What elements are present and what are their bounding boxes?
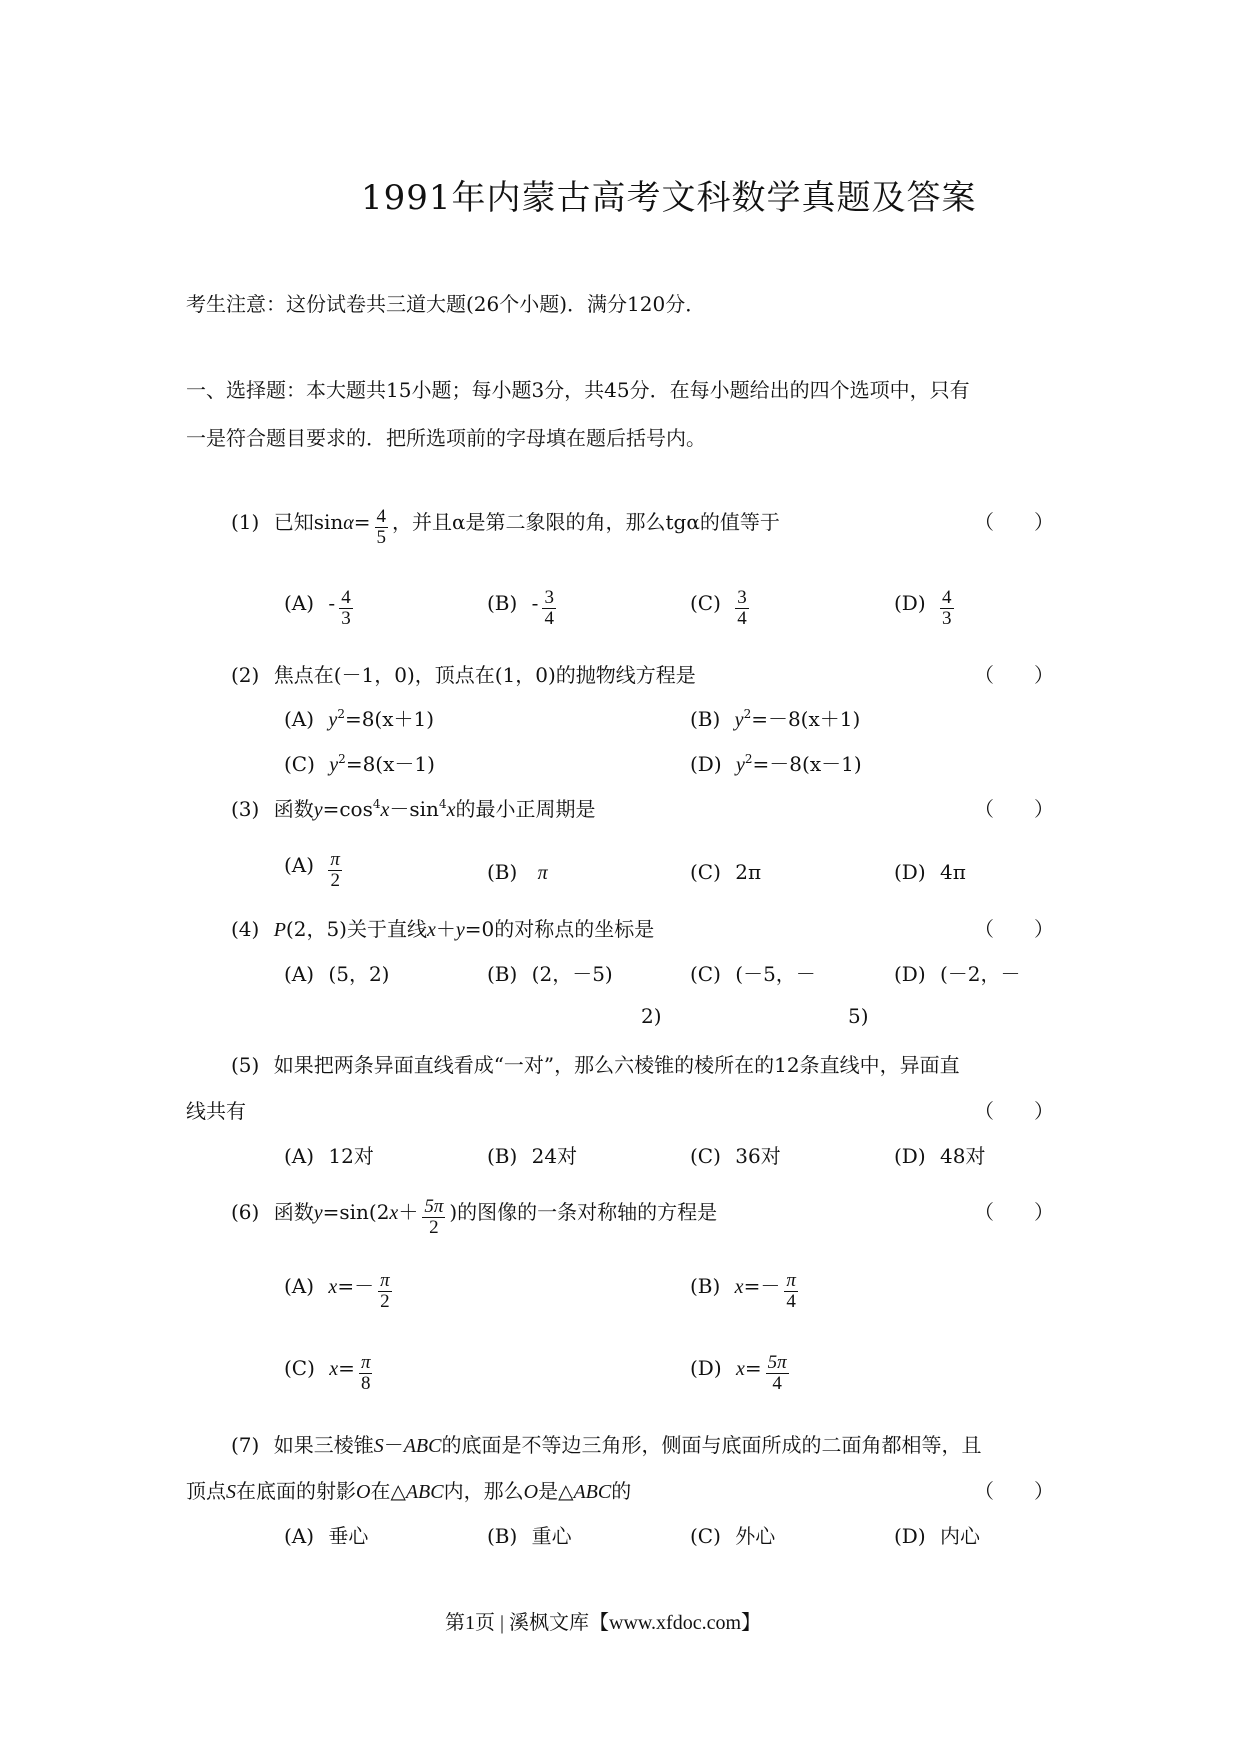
option-text: π xyxy=(537,862,548,884)
answer-blank[interactable]: （ ） xyxy=(974,797,1054,821)
question-text: =cos xyxy=(322,797,373,821)
option-text: (－2，－ xyxy=(940,962,1021,986)
exponent: 2 xyxy=(743,707,752,721)
fraction-numerator: π xyxy=(360,1352,371,1373)
var-y: y xyxy=(736,754,745,776)
fraction xyxy=(375,507,389,548)
exponent: 4 xyxy=(438,797,447,811)
option-q6-b[interactable] xyxy=(690,1270,802,1312)
option-label: (D) xyxy=(894,1524,926,1548)
question-5 xyxy=(231,1049,960,1078)
question-number: (5) xyxy=(231,1053,260,1077)
option-text: (－5，－ xyxy=(735,962,816,986)
option-label: (D) xyxy=(894,860,926,884)
section-heading-line2: 一是符合题目要求的．把所选项前的字母填在题后括号内。 xyxy=(186,426,706,450)
question-number: (6) xyxy=(231,1200,260,1224)
var-o: O xyxy=(523,1481,539,1503)
option-text: 内心 xyxy=(940,1524,980,1548)
fraction xyxy=(378,1271,392,1312)
option-q4-b[interactable] xyxy=(487,958,613,987)
question-2 xyxy=(231,659,696,688)
question-text: 顶点 xyxy=(186,1479,226,1503)
option-q6-c[interactable] xyxy=(284,1353,376,1394)
fraction-numerator: π xyxy=(380,1270,390,1292)
question-text: (2，5)关于直线 xyxy=(285,917,427,941)
fraction-numerator: π xyxy=(786,1270,796,1292)
answer-blank[interactable]: （ ） xyxy=(974,1200,1054,1224)
fraction-numerator: 3 xyxy=(737,587,747,608)
question-number: (2) xyxy=(231,663,260,687)
question-number: (1) xyxy=(231,510,260,534)
option-q1-d[interactable] xyxy=(894,588,958,629)
question-text: －sin xyxy=(389,797,439,821)
fraction-numerator: 3 xyxy=(544,587,554,608)
var-abc: ABC xyxy=(573,1481,612,1503)
option-q2-b[interactable] xyxy=(690,703,860,732)
option-q7-b[interactable] xyxy=(487,1520,572,1549)
var-o: O xyxy=(356,1481,371,1503)
option-q4-c[interactable] xyxy=(690,958,816,987)
fraction-numerator: π xyxy=(330,849,340,870)
option-label: (A) xyxy=(284,962,315,986)
option-text: =－8(x－1) xyxy=(752,752,862,776)
question-text: =0的对称点的坐标是 xyxy=(464,917,655,941)
fraction-denominator: 4 xyxy=(544,607,554,629)
option-text: =－8(x＋1) xyxy=(751,707,861,731)
answer-blank[interactable]: （ ） xyxy=(974,917,1054,941)
var-y: y xyxy=(328,709,338,731)
var-abc: ABC xyxy=(405,1481,444,1503)
option-text: 重心 xyxy=(531,1524,572,1548)
answer-blank[interactable]: （ ） xyxy=(974,1099,1054,1123)
var-p: P xyxy=(273,919,286,941)
fraction-numerator: 5π xyxy=(767,1352,787,1373)
fraction-denominator: 4 xyxy=(786,1291,796,1312)
fraction-denominator: 3 xyxy=(942,607,952,629)
option-q6-d[interactable] xyxy=(690,1353,793,1394)
section-heading-line1: 一、选择题：本大题共15小题；每小题3分，共45分．在每小题给出的四个选项中，只有 xyxy=(186,378,970,402)
question-text: 是△ xyxy=(538,1479,574,1503)
option-text: =8(x＋1) xyxy=(344,707,435,731)
option-q2-c[interactable] xyxy=(284,748,435,777)
fraction-denominator: 3 xyxy=(341,607,351,629)
option-label: (C) xyxy=(690,590,721,615)
option-q5-a[interactable] xyxy=(284,1140,374,1169)
option-text: 2π xyxy=(735,860,762,884)
alpha-symbol: α xyxy=(343,512,354,534)
option-sign: - xyxy=(531,590,539,615)
var-x: x xyxy=(380,799,390,821)
page-title: 1991年内蒙古高考文科数学真题及答案 xyxy=(361,178,977,218)
option-label: (A) xyxy=(284,1524,315,1548)
option-label: (A) xyxy=(284,1274,315,1298)
option-label: (B) xyxy=(690,1274,721,1298)
option-q3-a[interactable] xyxy=(284,850,346,891)
answer-blank[interactable]: （ ） xyxy=(974,510,1054,534)
option-q2-a[interactable] xyxy=(284,703,434,732)
option-q4-d-wrap: 5) xyxy=(848,1004,869,1028)
option-label: (B) xyxy=(487,1144,518,1168)
question-text: 在底面的射影 xyxy=(236,1479,356,1503)
fraction-denominator: 4 xyxy=(737,607,747,629)
option-q3-b[interactable] xyxy=(487,860,548,885)
exam-notice: 考生注意：这份试卷共三道大题(26个小题)．满分120分． xyxy=(186,292,706,316)
option-label: (B) xyxy=(487,1524,518,1548)
exponent: 2 xyxy=(744,752,753,766)
option-q1-b[interactable] xyxy=(487,588,560,629)
fraction-numerator: 5π xyxy=(424,1196,444,1218)
fraction-denominator: 5 xyxy=(376,527,387,548)
fraction-denominator: 2 xyxy=(380,1291,390,1312)
option-label: (A) xyxy=(284,852,315,877)
exponent: 4 xyxy=(372,797,381,811)
question-text: ＋ xyxy=(398,1200,419,1224)
fraction-denominator: 2 xyxy=(429,1217,439,1238)
var-y: y xyxy=(329,754,339,776)
option-text: 48对 xyxy=(940,1144,986,1168)
question-text: 的底面是不等边三角形，侧面与底面所成的二面角都相等，且 xyxy=(441,1433,982,1457)
option-text: = xyxy=(744,1355,762,1380)
fraction xyxy=(940,588,954,629)
option-q6-a[interactable] xyxy=(284,1270,396,1312)
option-label: (D) xyxy=(690,752,722,776)
option-label: (C) xyxy=(690,1524,721,1548)
option-q3-c[interactable] xyxy=(690,860,761,884)
var-x: x xyxy=(446,799,456,821)
option-q3-d[interactable] xyxy=(894,860,966,884)
question-text: 如果把两条异面直线看成“一对”，那么六棱锥的棱所在的12条直线中，异面直 xyxy=(273,1053,960,1077)
option-text: 12对 xyxy=(328,1144,374,1168)
option-text: (2，－5) xyxy=(531,962,613,986)
option-text: 36对 xyxy=(735,1144,781,1168)
var-x: x xyxy=(389,1202,399,1224)
fraction xyxy=(359,1353,373,1394)
option-text: =－ xyxy=(743,1274,781,1298)
option-q5-c[interactable] xyxy=(690,1140,781,1169)
option-q1-c[interactable] xyxy=(690,588,753,629)
question-text: 内，那么 xyxy=(443,1479,524,1503)
question-text: )的图像的一条对称轴的方程是 xyxy=(449,1200,718,1224)
fraction-denominator: 4 xyxy=(772,1372,782,1394)
option-text: =8(x－1) xyxy=(345,752,435,776)
option-sign: - xyxy=(328,590,336,615)
question-1 xyxy=(231,506,780,548)
question-text: － xyxy=(383,1433,404,1457)
question-text: ＋ xyxy=(435,917,456,941)
answer-blank[interactable]: （ ） xyxy=(974,663,1054,687)
option-label: (C) xyxy=(690,962,721,986)
option-text: 垂心 xyxy=(328,1524,369,1548)
exponent: 2 xyxy=(337,707,345,721)
option-label: (B) xyxy=(487,590,518,615)
option-text: 4π xyxy=(940,860,966,884)
var-abc: ABC xyxy=(403,1435,442,1457)
option-label: (B) xyxy=(690,707,721,731)
fraction xyxy=(542,588,556,629)
option-label: (A) xyxy=(284,1144,315,1168)
question-6 xyxy=(231,1196,717,1238)
option-q1-a[interactable] xyxy=(284,588,357,629)
question-text: 如果三棱锥 xyxy=(273,1433,374,1457)
fraction-numerator: 4 xyxy=(942,587,952,608)
option-label: (C) xyxy=(284,752,315,776)
option-label: (D) xyxy=(894,590,926,615)
option-q7-d[interactable] xyxy=(894,1520,980,1549)
question-text: 焦点在(－1，0)，顶点在(1，0)的抛物线方程是 xyxy=(273,663,696,687)
option-label: (D) xyxy=(690,1355,722,1380)
page-footer: 第1页 | 溪枫文库【www.xfdoc.com】 xyxy=(445,1612,762,1634)
var-y: y xyxy=(313,1202,323,1224)
option-q5-d[interactable] xyxy=(894,1140,985,1169)
question-text: 在△ xyxy=(370,1479,406,1503)
option-q7-a[interactable] xyxy=(284,1520,368,1549)
question-7 xyxy=(231,1429,981,1458)
question-text: =sin(2 xyxy=(322,1200,390,1224)
question-5-line2: 线共有 xyxy=(186,1099,246,1123)
option-text: 24对 xyxy=(531,1144,578,1168)
option-label: (C) xyxy=(690,1144,721,1168)
option-label: (D) xyxy=(894,1144,926,1168)
answer-blank[interactable]: （ ） xyxy=(974,1479,1054,1503)
var-y: y xyxy=(313,799,323,821)
var-y: y xyxy=(734,709,744,731)
var-s: S xyxy=(226,1481,236,1503)
option-text: 外心 xyxy=(735,1524,776,1548)
fraction xyxy=(784,1271,798,1312)
question-4 xyxy=(231,913,654,942)
option-text: (5，2) xyxy=(328,962,390,986)
question-text: 函数 xyxy=(273,797,314,821)
option-label: (A) xyxy=(284,590,315,615)
question-text: 的最小正周期是 xyxy=(455,797,596,821)
var-x: x xyxy=(734,1276,744,1298)
fraction xyxy=(422,1197,445,1238)
exponent: 2 xyxy=(338,752,346,766)
option-q2-d[interactable] xyxy=(690,748,862,777)
var-x: x xyxy=(329,1357,339,1380)
var-x: x xyxy=(328,1276,338,1298)
option-q5-b[interactable] xyxy=(487,1140,577,1169)
question-number: (4) xyxy=(231,917,260,941)
option-label: (C) xyxy=(284,1355,315,1380)
fraction xyxy=(766,1353,789,1394)
question-text: 的 xyxy=(611,1479,632,1503)
question-number: (7) xyxy=(231,1433,260,1457)
fraction xyxy=(328,850,342,891)
option-q4-d[interactable] xyxy=(894,958,1021,987)
fraction-numerator: 4 xyxy=(341,587,351,608)
var-x: x xyxy=(426,919,436,941)
question-text: 已知sin xyxy=(273,510,344,534)
option-label: (B) xyxy=(487,962,518,986)
question-text: 函数 xyxy=(273,1200,314,1224)
fraction xyxy=(735,588,749,629)
option-text: =－ xyxy=(337,1274,375,1298)
fraction-denominator: 2 xyxy=(330,869,340,891)
option-label: (D) xyxy=(894,962,926,986)
var-y: y xyxy=(455,919,465,941)
option-q7-c[interactable] xyxy=(690,1520,775,1549)
fraction xyxy=(339,588,353,629)
equals: = xyxy=(353,510,371,534)
question-text-rest: ，并且α是第二象限的角，那么tgα的值等于 xyxy=(392,510,780,534)
option-label: (A) xyxy=(284,707,315,731)
var-x: x xyxy=(736,1357,745,1380)
fraction-denominator: 8 xyxy=(360,1372,371,1394)
question-number: (3) xyxy=(231,797,260,821)
fraction-numerator: 4 xyxy=(376,506,387,528)
option-label: (C) xyxy=(690,860,721,884)
question-7-line2 xyxy=(186,1475,631,1504)
option-text: = xyxy=(338,1355,355,1380)
option-q4-a[interactable] xyxy=(284,958,389,987)
var-s: S xyxy=(373,1435,384,1457)
question-3 xyxy=(231,793,595,822)
option-q4-c-wrap: 2) xyxy=(641,1004,662,1028)
option-label: (B) xyxy=(487,860,518,884)
